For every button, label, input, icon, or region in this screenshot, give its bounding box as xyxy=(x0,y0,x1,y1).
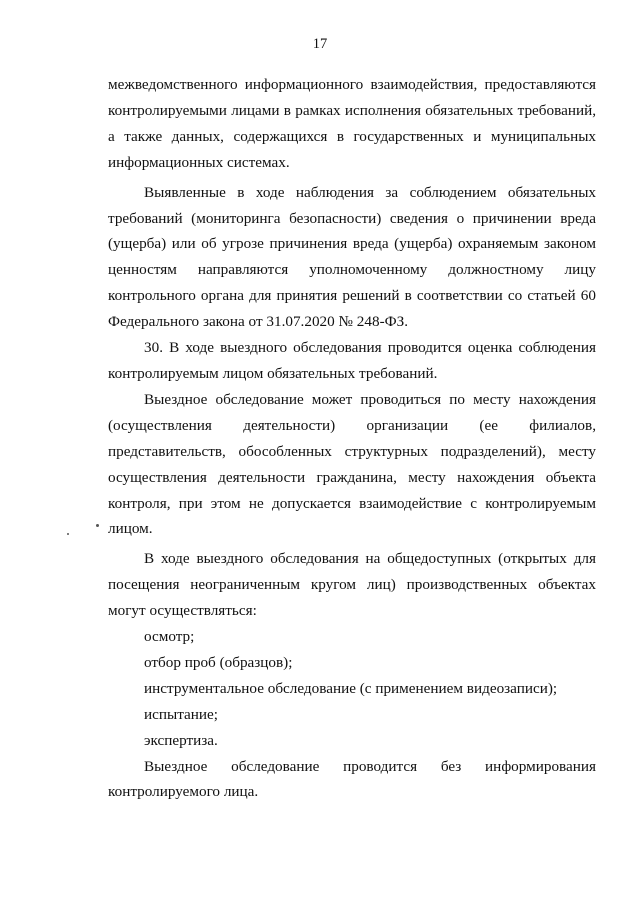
paragraph-no-notification: Выездное обследование проводится без информирования контролируемого лица. xyxy=(108,757,596,801)
paragraph-inspection-location: Выездное обследование может проводиться по месту нахождения (осуществления деятельности) организации (ее филиалов, представительств, обособленных структурных подразделений), месту осуществления деятельности гражданина, месту нахождения объекта контроля, при этом не допускается взаимодействие с контролируемым лицом. xyxy=(108,390,596,538)
scan-speck xyxy=(96,524,99,527)
paragraph-continuation: межведомственного информационного взаимодействия, предоставляются контролируемыми лицами в рамках исполнения обязательных требований, а также данных, содержащихся в государственных и муниципальных информационных системах. xyxy=(108,76,596,171)
list-item: осмотр; xyxy=(144,628,195,646)
paragraph-monitoring-findings: Выявленные в ходе наблюдения за соблюдением обязательных требований (мониторинга безопасности) сведения о причинении вреда (ущерба) или об угрозе причинения вреда (ущерба) охраняемым законом ценностям направляются уполномоченному должностному лицу контрольного органа для принятия решений в соответствии со статьей 60 Федерального закона от 31.07.2020 № 248-ФЗ. xyxy=(108,183,596,331)
document-body xyxy=(108,72,596,805)
paragraph-public-objects: В ходе выездного обследования на общедоступных (открытых для посещения неограниченным кругом лиц) производственных объектах могут осуществляться: xyxy=(108,550,596,620)
paragraph-section-30: 30. В ходе выездного обследования проводится оценка соблюдения контролируемым лицом обязательных требований. xyxy=(108,339,596,382)
scan-speck xyxy=(67,533,69,535)
list-item: экспертиза. xyxy=(144,731,218,749)
page-number: 17 xyxy=(312,36,328,52)
actions-list xyxy=(108,624,596,754)
list-item: испытание; xyxy=(144,705,218,723)
list-item: инструментальное обследование (с применением видеозаписи); xyxy=(144,679,558,697)
list-item: отбор проб (образцов); xyxy=(144,653,293,671)
